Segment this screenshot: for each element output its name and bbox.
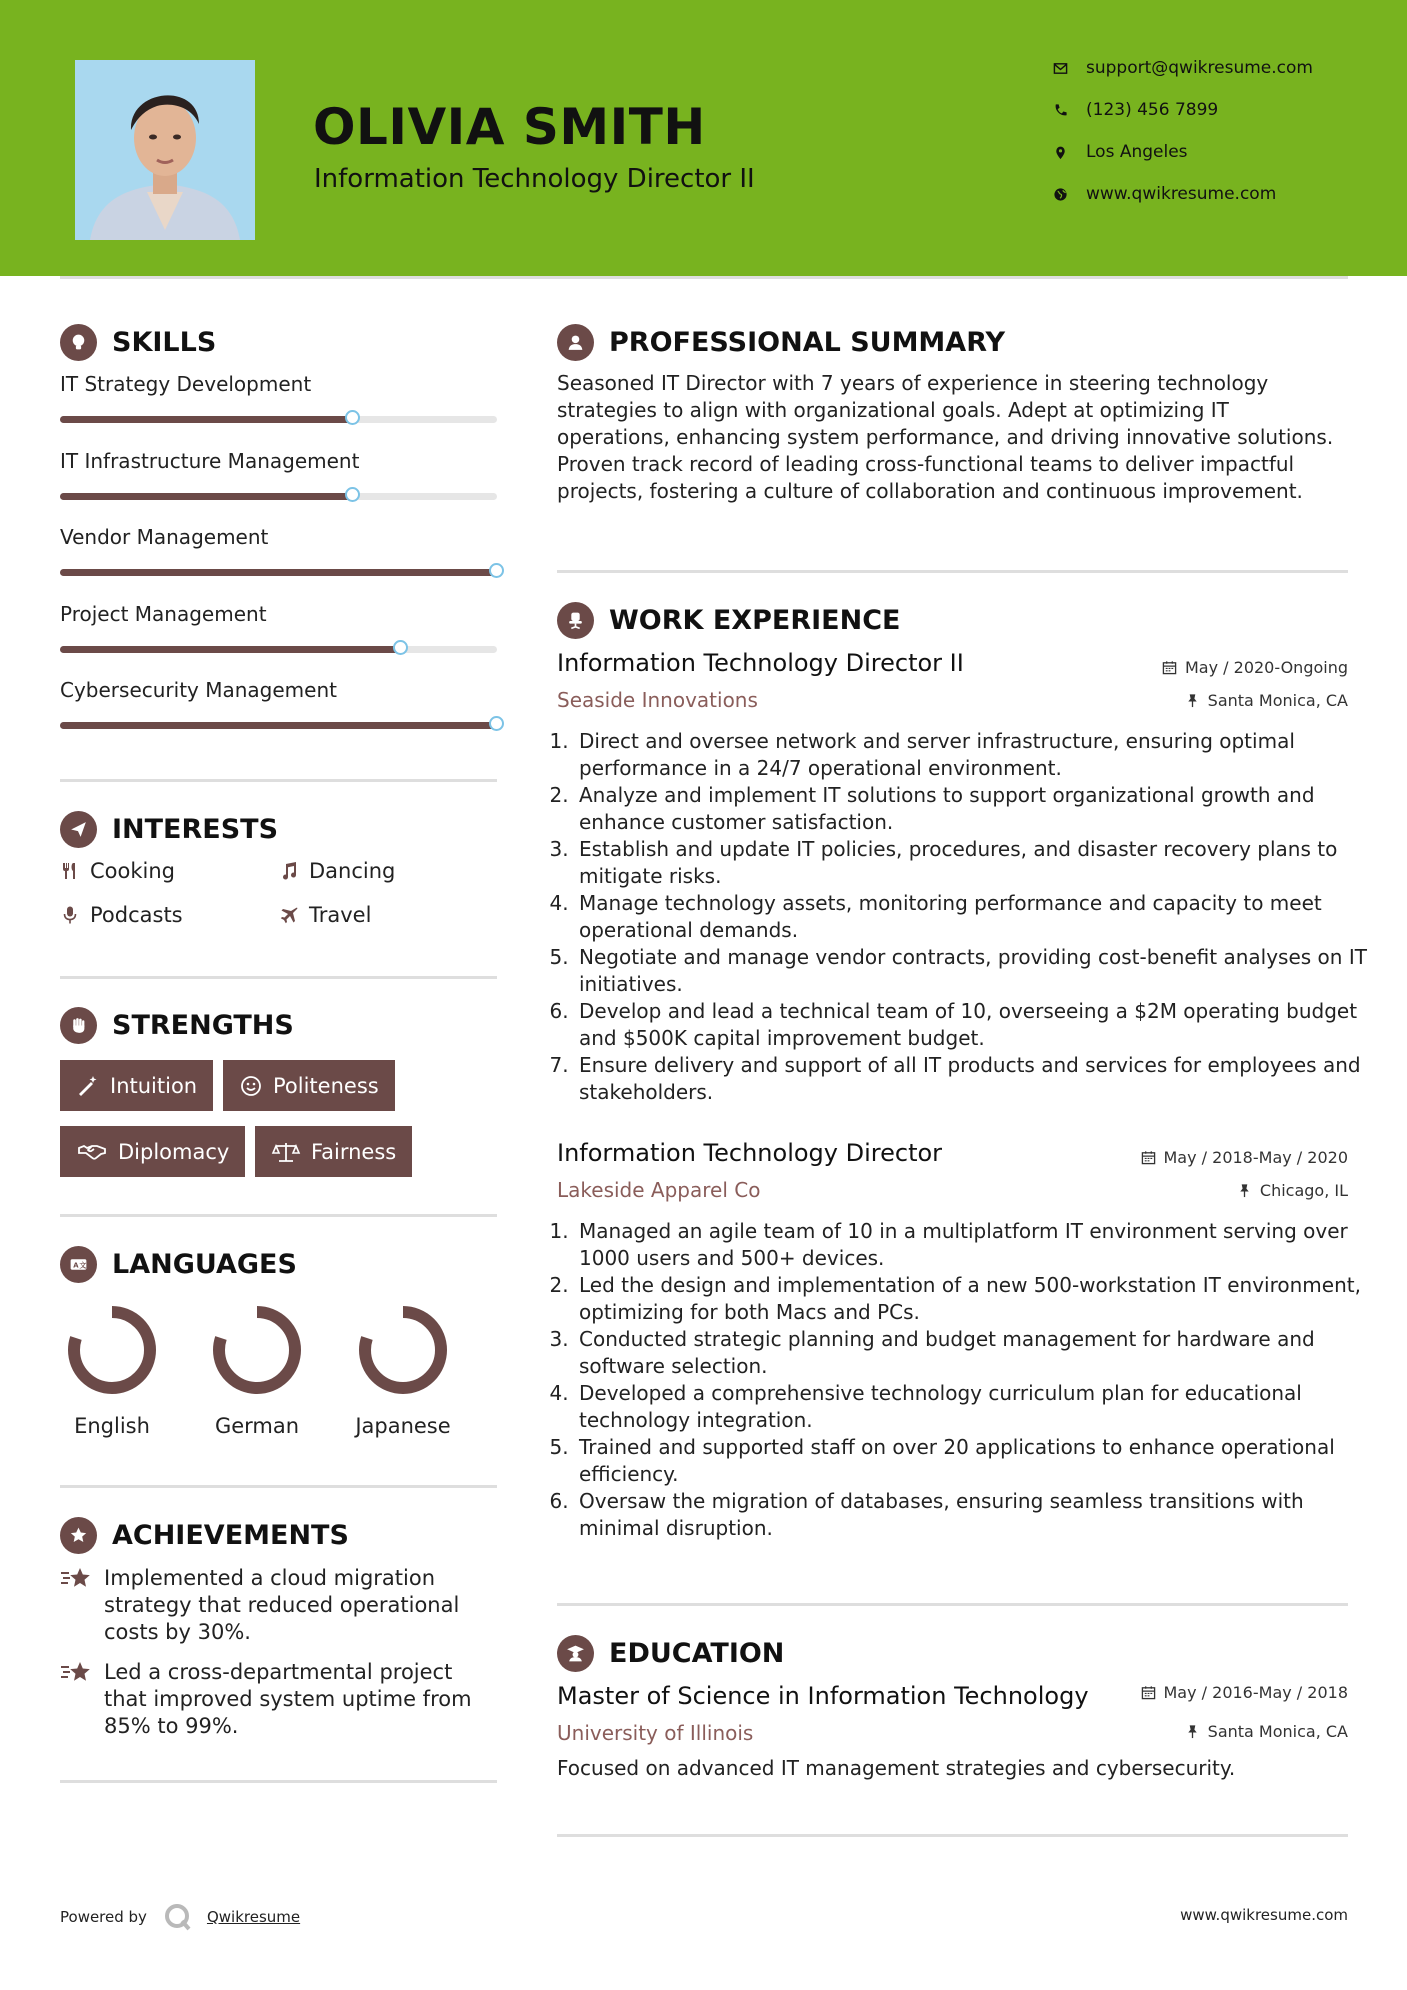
contact-email-text: support@qwikresume.com — [1086, 58, 1313, 78]
languages-heading — [60, 1246, 297, 1283]
skills-divider — [60, 779, 497, 782]
job-dates-text: May / 2020-Ongoing — [1185, 658, 1348, 677]
duty-item: 3. Establish and update IT policies, procedures, and disaster recovery plans to mitigate risks. — [575, 836, 1375, 890]
language-label: English — [74, 1414, 150, 1438]
skill-level-bar — [60, 416, 497, 423]
job-duties-list — [557, 1218, 1375, 1542]
office-chair-icon — [557, 602, 594, 639]
strength-tag-diplomacy — [60, 1126, 245, 1177]
skill-level-fill — [60, 569, 497, 576]
duty-item: 7. Ensure delivery and support of all IT products and services for employees and stakeholders. — [575, 1052, 1375, 1106]
job-location-text: Chicago, IL — [1259, 1181, 1348, 1200]
raised-fist-icon — [60, 1007, 97, 1044]
skill-level-fill — [60, 722, 497, 729]
handshake-icon — [76, 1140, 108, 1164]
skill-level-knob — [489, 563, 504, 578]
plane-icon — [279, 905, 299, 925]
shooting-star-icon — [60, 1659, 104, 1740]
education-location — [1185, 1722, 1348, 1741]
duty-item: 6. Oversaw the migration of databases, ensuring seamless transitions with minimal disruption. — [575, 1488, 1375, 1542]
svg-text:文: 文 — [79, 1261, 87, 1270]
skill-label: IT Infrastructure Management — [60, 448, 360, 473]
education-divider — [557, 1834, 1348, 1837]
contact-location — [1050, 142, 1188, 162]
qwikresume-link[interactable]: Qwikresume — [206, 1908, 301, 1926]
resume-header — [0, 0, 1407, 276]
phone-icon — [1050, 103, 1070, 118]
achievements-heading — [60, 1517, 349, 1554]
skills-title: SKILLS — [112, 327, 217, 358]
duty-item: 1. Direct and oversee network and server infrastructure, ensuring optimal performance in a 24/7 operational environment. — [575, 728, 1375, 782]
powered-by-text: Powered by — [60, 1908, 147, 1926]
job-company: Lakeside Apparel Co — [557, 1178, 761, 1202]
duty-item: 3. Conducted strategic planning and budget management for hardware and software selection. — [575, 1326, 1375, 1380]
interest-label: Travel — [309, 903, 372, 927]
experience-title: WORK EXPERIENCE — [609, 605, 901, 636]
experience-heading — [557, 602, 900, 639]
summary-text: Seasoned IT Director with 7 years of experience in steering technology strategies to align with organizational goals. Adept at optimizing IT operations, enhancing system performance, and driving innovative solutions. Proven track record of leading cross-functional teams to deliver impactful projects, fostering a culture of collaboration and continuous improvement. — [557, 371, 1334, 503]
job-dates — [1141, 1148, 1349, 1167]
pushpin-icon — [1237, 1183, 1252, 1198]
job-title: Information Technology Director — [557, 1139, 943, 1167]
duty-item: 1. Managed an agile team of 10 in a multiplatform IT environment serving over 1000 users and 500+ devices. — [575, 1218, 1375, 1272]
interest-item-cooking — [60, 859, 175, 883]
language-proficiency-ring — [62, 1300, 162, 1400]
language-label: Japanese — [355, 1414, 451, 1438]
qwikresume-logo-icon — [163, 1902, 193, 1932]
smile-icon — [239, 1074, 263, 1098]
duty-item: 5. Trained and supported staff on over 20 applications to enhance operational efficiency. — [575, 1434, 1375, 1488]
languages-title: LANGUAGES — [112, 1249, 297, 1280]
star-badge-icon — [60, 1517, 97, 1554]
job-dates-text: May / 2018-May / 2020 — [1163, 1148, 1348, 1167]
language-proficiency-arc — [219, 1312, 295, 1388]
header-divider — [60, 276, 1348, 279]
degree-title: Master of Science in Information Technology — [557, 1682, 1089, 1710]
strength-tag-intuition — [60, 1060, 213, 1111]
education-title: EDUCATION — [609, 1638, 785, 1669]
interests-title: INTERESTS — [112, 814, 279, 845]
interest-label: Cooking — [90, 859, 175, 883]
interest-item-dancing — [279, 859, 395, 883]
skill-level-fill — [60, 646, 401, 653]
magic-wand-icon — [76, 1074, 100, 1098]
shooting-star-icon — [60, 1565, 104, 1646]
achievements-divider — [60, 1780, 497, 1783]
balance-scale-icon — [271, 1140, 301, 1164]
strength-label: Intuition — [110, 1073, 198, 1098]
skill-level-fill — [60, 416, 353, 423]
duty-item: 2. Analyze and implement IT solutions to support organizational growth and enhance customer satisfaction. — [575, 782, 1375, 836]
contact-phone[interactable] — [1050, 100, 1218, 120]
job-duties-list — [557, 728, 1375, 1106]
school-name: University of Illinois — [557, 1721, 754, 1745]
summary-title: PROFESSIONAL SUMMARY — [609, 327, 1006, 358]
skill-level-knob — [345, 410, 360, 425]
skill-label: Project Management — [60, 601, 267, 626]
interests-heading — [60, 811, 278, 848]
globe-icon — [1050, 187, 1070, 202]
strength-tag-fairness — [255, 1126, 412, 1177]
skill-label: Vendor Management — [60, 525, 269, 549]
summary-divider — [557, 570, 1348, 573]
achievements-title: ACHIEVEMENTS — [112, 1520, 349, 1551]
skill-level-knob — [393, 640, 408, 655]
skill-level-fill — [60, 493, 353, 500]
footer-website[interactable]: www.qwikresume.com — [1180, 1906, 1348, 1924]
achievement-text: Led a cross-departmental project that improved system uptime from 85% to 99%. — [104, 1660, 472, 1738]
duty-item: 4. Manage technology assets, monitoring performance and capacity to meet operational demands. — [575, 890, 1375, 944]
duty-item: 5. Negotiate and manage vendor contracts, providing cost-benefit analyses on IT initiatives. — [575, 944, 1375, 998]
microphone-icon — [60, 905, 80, 925]
user-icon — [557, 324, 594, 361]
achievement-item — [60, 1659, 500, 1740]
contact-phone-text: (123) 456 7899 — [1086, 100, 1219, 120]
job-title: Information Technology Director II — [557, 649, 964, 677]
calendar-icon — [1162, 660, 1177, 675]
envelope-icon — [1050, 61, 1070, 76]
education-heading — [557, 1635, 784, 1672]
strengths-divider — [60, 1214, 497, 1217]
education-location-text: Santa Monica, CA — [1207, 1722, 1348, 1741]
achievement-item — [60, 1565, 500, 1646]
language-proficiency-arc — [365, 1312, 441, 1388]
skills-heading — [60, 324, 216, 361]
contact-location-text: Los Angeles — [1086, 142, 1188, 162]
job-location — [1237, 1181, 1348, 1200]
skill-level-bar — [60, 646, 497, 653]
duty-item: 4. Developed a comprehensive technology curriculum plan for educational technology integration. — [575, 1380, 1375, 1434]
language-proficiency-ring — [207, 1300, 307, 1400]
skill-level-bar — [60, 722, 497, 729]
contact-website[interactable] — [1050, 184, 1276, 204]
interest-label: Dancing — [309, 859, 396, 883]
education-dates — [1141, 1683, 1349, 1702]
footer-branding — [60, 1902, 300, 1932]
contact-website-text: www.qwikresume.com — [1086, 184, 1277, 204]
education-description: Focused on advanced IT management strategies and cybersecurity. — [557, 1756, 1236, 1780]
interest-item-podcasts — [60, 903, 183, 927]
experience-divider — [557, 1603, 1348, 1606]
strength-label: Fairness — [311, 1139, 397, 1164]
graduate-icon — [557, 1635, 594, 1672]
music-note-icon — [279, 861, 299, 881]
skill-level-knob — [345, 487, 360, 502]
interest-item-travel — [279, 903, 371, 927]
language-label: German — [214, 1414, 300, 1438]
language-proficiency-ring — [353, 1300, 453, 1400]
languages-divider — [60, 1485, 497, 1488]
education-dates-text: May / 2016-May / 2018 — [1163, 1683, 1348, 1702]
pushpin-icon — [1185, 1724, 1200, 1739]
skill-label: IT Strategy Development — [60, 372, 312, 396]
skill-level-bar — [60, 569, 497, 576]
job-dates — [1162, 658, 1348, 677]
paper-plane-icon — [60, 811, 97, 848]
job-location — [1185, 691, 1348, 710]
calendar-icon — [1141, 1685, 1156, 1700]
lightbulb-icon — [60, 324, 97, 361]
skill-label: Cybersecurity Management — [60, 678, 337, 702]
profile-photo — [75, 60, 255, 240]
cutlery-icon — [60, 861, 80, 881]
duty-item: 6. Develop and lead a technical team of 10, overseeing a $2M operating budget and $500K capital improvement budget. — [575, 998, 1375, 1052]
strength-label: Politeness — [273, 1073, 379, 1098]
interest-label: Podcasts — [90, 903, 183, 927]
summary-heading — [557, 324, 1005, 361]
job-location-text: Santa Monica, CA — [1207, 691, 1348, 710]
language-proficiency-arc — [74, 1312, 150, 1388]
strengths-heading — [60, 1007, 294, 1044]
achievement-text: Implemented a cloud migration strategy that reduced operational costs by 30%. — [104, 1566, 460, 1644]
strengths-title: STRENGTHS — [112, 1010, 294, 1041]
skill-level-knob — [489, 716, 504, 731]
calendar-icon — [1141, 1150, 1156, 1165]
strength-tag-politeness — [223, 1060, 395, 1111]
candidate-name: OLIVIA SMITH — [313, 98, 706, 156]
job-company: Seaside Innovations — [557, 688, 758, 712]
map-pin-icon — [1050, 145, 1070, 160]
contact-email[interactable] — [1050, 58, 1313, 78]
skill-level-bar — [60, 493, 497, 500]
strength-label: Diplomacy — [118, 1139, 230, 1164]
candidate-title: Information Technology Director II — [314, 164, 755, 194]
portrait-photo-icon — [75, 60, 255, 240]
duty-item: 2. Led the design and implementation of a new 500-workstation IT environment, optimizing for both Macs and PCs. — [575, 1272, 1375, 1326]
language-card-icon — [60, 1246, 97, 1283]
interests-divider — [60, 976, 497, 979]
pushpin-icon — [1185, 693, 1200, 708]
svg-text:A: A — [73, 1261, 79, 1270]
